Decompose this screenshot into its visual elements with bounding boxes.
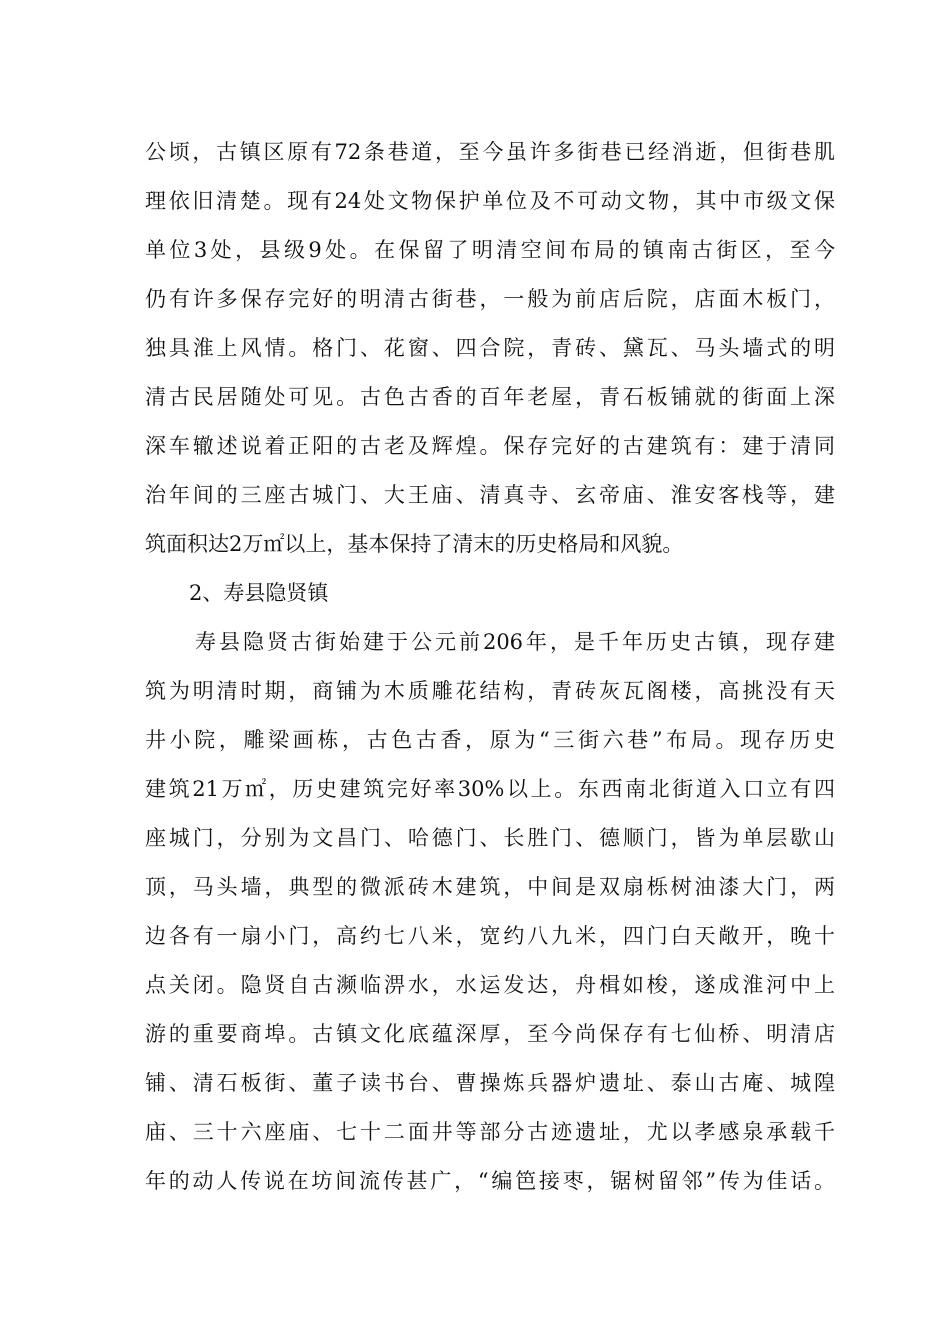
paragraph-line: 清古民居随处可见。古色古香的百年老屋，青石板铺就的街面上深 [145, 385, 835, 409]
paragraph-line: 边各有一扇小门，高约七八米，宽约八九米，四门白天敞开，晚十 [145, 924, 835, 948]
paragraph-1 [145, 128, 835, 569]
paragraph-line: 建筑21万㎡，历史建筑完好率30%以上。东西南北街道入口立有四 [145, 777, 835, 801]
paragraph-line: 庙、三十六座庙、七十二面井等部分古迹遗址，尤以孝感泉承载千 [145, 1120, 835, 1144]
paragraph-line: 游的重要商埠。古镇文化底蕴深厚，至今尚保存有七仙桥、明清店 [145, 1022, 835, 1046]
paragraph-line: 筑面积达2万㎡以上，基本保持了清末的历史格局和风貌。 [145, 532, 684, 556]
paragraph-line: 铺、清石板街、董子读书台、曹操炼兵器炉遗址、泰山古庵、城隍 [145, 1071, 835, 1095]
paragraph-line: 寿县隐贤古街始建于公元前206年，是千年历史古镇，现存建 [195, 630, 835, 654]
paragraph-line: 公顷，古镇区原有72条巷道，至今虽许多街巷已经消逝，但街巷肌 [145, 140, 835, 164]
paragraph-line: 井小院，雕梁画栋，古色古香，原为“三街六巷”布局。现存历史 [145, 728, 835, 752]
paragraph-line: 顶，马头墙，典型的微派砖木建筑，中间是双扇栎树油漆大门，两 [145, 875, 835, 899]
paragraph-line: 筑为明清时期，商铺为木质雕花结构，青砖灰瓦阁楼，高挑没有天 [145, 679, 835, 703]
document-body [145, 128, 835, 1206]
paragraph-line: 深车辙述说着正阳的古老及辉煌。保存完好的古建筑有：建于清同 [145, 434, 835, 458]
paragraph-line: 年的动人传说在坊间流传甚广，“编笆接枣，锯树留邻”传为佳话。 [145, 1169, 835, 1193]
paragraph-line: 点关闭。隐贤自古濒临淠水，水运发达，舟楫如梭，遂成淮河中上 [145, 973, 835, 997]
paragraph-line: 仍有许多保存完好的明清古街巷，一般为前店后院，店面木板门， [145, 287, 835, 311]
section-heading: 2、寿县隐贤镇 [189, 581, 329, 605]
paragraph-line: 座城门，分别为文昌门、哈德门、长胜门、德顺门，皆为单层歇山 [145, 826, 835, 850]
paragraph-line: 单位3处，县级9处。在保留了明清空间布局的镇南古街区，至今 [145, 238, 835, 262]
paragraph-line: 理依旧清楚。现有24处文物保护单位及不可动文物，其中市级文保 [145, 189, 835, 213]
paragraph-line: 独具淮上风情。格门、花窗、四合院，青砖、黛瓦、马头墙式的明 [145, 336, 835, 360]
paragraph-line: 治年间的三座古城门、大王庙、清真寺、玄帝庙、淮安客栈等，建 [145, 483, 835, 507]
paragraph-2 [145, 618, 835, 1206]
